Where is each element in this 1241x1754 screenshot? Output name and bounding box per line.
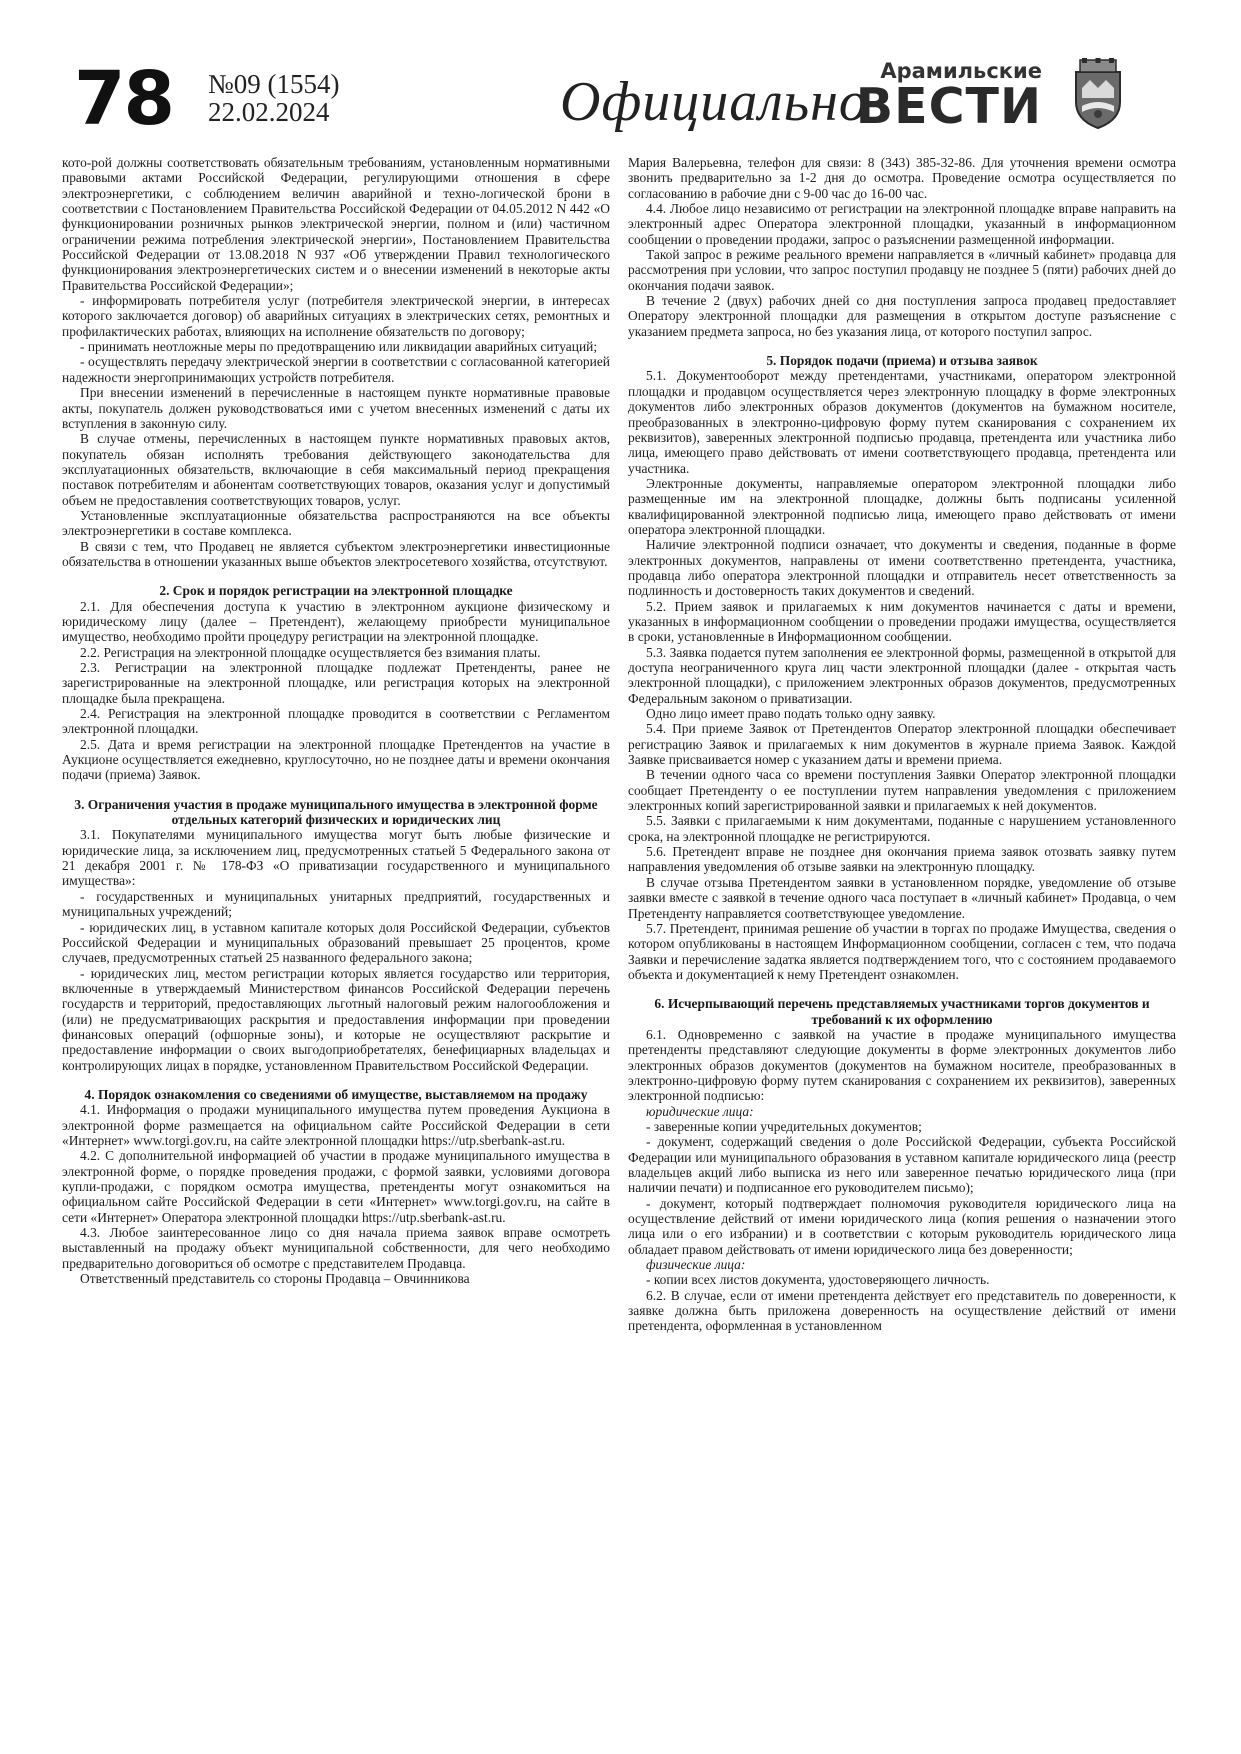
paragraph: При внесении изменений в перечисленные в настоящем пункте нормативные правовые акты, покупатель должен руководствоваться ими с учетом внесенных изменений с даты их вступления в законную силу.	[62, 385, 610, 431]
paragraph: 5.4. При приеме Заявок от Претендентов Оператор электронной площадки обеспечивает регистрацию Заявок и прилагаемых к ним документов в журнале приема Заявок. Каждой Заявке присваивается номер с указанием даты и времени приема.	[628, 721, 1176, 768]
paragraph: 5.6. Претендент вправе не позднее дня окончания приема заявок отозвать заявку путем направления уведомления об отзыве заявки на электронную площадку.	[628, 844, 1176, 875]
paragraph: 2.5. Дата и время регистрации на электронной площадке Претендентов на участие в Аукционе осуществляется ежедневно, круглосуточно, но не позднее даты и времени окончания подачи (приема) Заявок.	[62, 736, 610, 783]
issue-info	[208, 70, 340, 126]
issue-number: №09 (1554)	[208, 69, 340, 99]
paragraph: 4.1. Информация о продажи муниципального имущества путем проведения Аукциона в электронной форме размещается на официальном сайте Российской Федерации в сети «Интернет» www.torgi.gov.ru, на сайте электронной площадки https://utp.sberbank-ast.ru.	[62, 1102, 610, 1148]
paragraph: 2.1. Для обеспечения доступа к участию в электронном аукционе физическому и юридическому лицу (далее – Претендент), желающему приобрести муниципальное имущество, необходимо пройти процедуру регистрации на электронной площадке.	[62, 598, 610, 645]
issue-date: 22.02.2024	[208, 97, 330, 127]
newspaper-logo	[842, 59, 1042, 135]
logo-text-bottom: ВЕСТИ	[855, 78, 1042, 135]
paragraph: 5.5. Заявки с прилагаемыми к ним документами, поданные с нарушением установленного срока, на электронной площадке не регистрируются.	[628, 813, 1176, 844]
page-number: 78	[74, 56, 173, 142]
paragraph: - осуществлять передачу электрической энергии в соответствии с согласованной категорией надежности энергопринимающих устройств потребителя.	[62, 354, 610, 385]
paragraph: - копии всех листов документа, удостоверяющего личность.	[646, 1272, 990, 1288]
paragraph: - юридических лиц, в уставном капитале которых доля Российской Федерации, субъектов Российской Федерации и муниципальных образований превышает 25 процентов, кроме случаев, предусмотренных статьей 25 названного федерального закона;	[62, 919, 610, 966]
paragraph: В случае отмены, перечисленных в настоящем пункте нормативных правовых актов, покупатель обязан исполнять требования действующего законодательства для эксплуатационных обязательств, включающие в себя максимальный период прекращения поставок потребителям и абонентам соответствующих товаров, оказания услуг и допустимый объем не предоставления соответствующих товаров, услуг.	[62, 431, 610, 508]
paragraph: В случае отзыва Претендентом заявки в установленном порядке, уведомление об отзыве заявки вместе с заявкой в течение одного часа поступает в «личный кабинет» Продавца, о чем Претенденту направляется соответствующее уведомление.	[628, 874, 1176, 921]
text-column-right	[628, 155, 1176, 1735]
section-heading: 6. Исчерпывающий перечень представляемых участниками торгов документов и требований к их оформлению	[654, 996, 1150, 1027]
paragraph: 5.1. Документооборот между претендентами, участниками, оператором электронной площадки и продавцом осуществляется через электронную площадку в форме электронных документов либо электронных образов документов (документов на бумажном носителе, преобразованных в электронно-цифровую форму путем сканирования с сохранением их реквизитов), заверенных электронной подписью продавца, претендента или участника либо лица, имеющего право действовать от имени соответствующего продавца, претендента или участника.	[628, 368, 1176, 476]
section-heading: 3. Ограничения участия в продаже муниципального имущества в электронной форме отдельных категорий физических и юридических лиц	[74, 796, 598, 828]
paragraph: 5.2. Прием заявок и прилагаемых к ним документов начинается с даты и времени, указанных в информационном сообщении о проведении продажи имущества, осуществляется в сроки, установленные в Информационном сообщении.	[628, 598, 1176, 645]
paragraph: 3.1. Покупателями муниципального имущества могут быть любые физические и юридические лица, за исключением лиц, предусмотренных статьей 5 Федерального закона от 21 декабря 2001 г. № 178-ФЗ «О приватизации государственного и муниципального имущества»:	[62, 827, 610, 889]
paragraph: Установленные эксплуатационные обязательства распространяются на все объекты электроэнергетики в составе комплекса.	[62, 507, 610, 539]
paragraph: В течение 2 (двух) рабочих дней со дня поступления запроса продавец предоставляет Оператору электронной площадки для размещения в открытом доступе разъяснение с указанием предмета запроса, но без указания лица, от которого поступил запрос.	[628, 293, 1176, 339]
paragraph: Такой запрос в режиме реального времени направляется в «личный кабинет» продавца для рассмотрения при условии, что запрос поступил продавцу не позднее 5 (пяти) рабочих дней до окончания подачи заявок.	[628, 247, 1176, 293]
paragraph: 6.1. Одновременно с заявкой на участие в продаже муниципального имущества претенденты представляют следующие документы в форме электронных документов либо электронных образов документов (документов на бумажном носителе, преобразованных в электронно-цифровую форму путем сканирования с сохранением их реквизитов), заверенных электронной подписью:	[628, 1026, 1176, 1104]
paragraph: Мария Валерьевна, телефон для связи: 8 (343) 385-32-86. Для уточнения времени осмотра звонить предварительно за 1-2 дня до осмотра. Проведение осмотра осуществляется по согласованию в рабочие дни с 9-00 час до 16-00 час.	[628, 155, 1176, 201]
paragraph: - документ, который подтверждает полномочия руководителя юридического лица на осуществление действий от имени юридического лица (копия решения о назначении этого лица или о его избрании) и в соответствии с которым руководитель юридического лица обладает правом действовать от имени юридического лица без доверенности;	[628, 1195, 1176, 1257]
paragraph: - заверенные копии учредительных документов;	[646, 1118, 922, 1134]
paragraph: 4.4. Любое лицо независимо от регистрации на электронной площадке вправе направить на электронный адрес Оператора электронной площадки, указанный в информационном сообщении о проведении продажи, запрос о разъяснении размещенной информации.	[628, 201, 1176, 247]
paragraph: 6.2. В случае, если от имени претендента действует его представитель по доверенности, к заявке должна быть приложена доверенность на осуществление действий от имени претендента, оформленная в установленном	[628, 1287, 1176, 1334]
paragraph: - принимать неотложные меры по предотвращению или ликвидации аварийных ситуаций;	[80, 339, 598, 355]
section-heading: 5. Порядок подачи (приема) и отзыва заявок	[766, 353, 1038, 369]
paragraph: Одно лицо имеет право подать только одну заявку.	[646, 706, 936, 722]
paragraph: 2.4. Регистрация на электронной площадке проводится в соответствии с Регламентом электронной площадки.	[62, 706, 610, 737]
paragraph: юридические лица:	[646, 1103, 754, 1119]
section-title: Официально	[560, 71, 868, 133]
paragraph: 5.7. Претендент, принимая решение об участии в торгах по продаже Имущества, сведения о котором опубликованы в настоящем Информационном сообщении, согласен с тем, что подача Заявки и перечисление задатка является подтверждением того, что с состоянием продаваемого объекта и документацией к нему Претендент ознакомлен.	[628, 920, 1176, 982]
paragraph: 2.3. Регистрации на электронной площадке подлежат Претенденты, ранее не зарегистрированные на электронной площадке, или регистрация которых на электронной площадке была прекращена.	[62, 660, 610, 706]
paragraph: В связи с тем, что Продавец не является субъектом электроэнергетики инвестиционные обязательства в отношении указанных выше объектов электросетевого хозяйства, отсутствуют.	[62, 538, 610, 569]
paragraph: 4.3. Любое заинтересованное лицо со дня начала приема заявок вправе осмотреть выставленный на продажу объект муниципальной собственности, для чего необходимо предварительно договориться об осмотре с представителем Продавца.	[62, 1225, 610, 1271]
coat-of-arms-icon	[1068, 58, 1128, 130]
paragraph: 2.2. Регистрация на электронной площадке осуществляется без взимания платы.	[80, 644, 541, 660]
section-heading: 4. Порядок ознакомления со сведениями об имуществе, выставляемом на продажу	[84, 1086, 588, 1102]
paragraph: В течении одного часа со времени поступления Заявки Оператор электронной площадки сообщает Претенденту о ее поступлении путем направления уведомления с приложением электронных копий зарегистрированной заявки и прилагаемых к ней документов.	[628, 767, 1176, 814]
paragraph: - документ, содержащий сведения о доле Российской Федерации, субъекта Российской Федерации или муниципального образования в уставном капитале юридического лица (реестр владельцев акций либо выписка из него или заверенное печатью юридического лица (при наличии печати) и подписанное его руководителем письмо);	[628, 1134, 1176, 1196]
paragraph: кото-рой должны соответствовать обязательным требованиям, установленным нормативными правовыми актами Российской Федерации, регулирующими отношения в сфере электроэнергетики, с соблюдением величин аварийной и техно-логической брони в соответствии с Постановлением Правительства Российской Федерации от 04.05.2012 N 442 «О функционировании розничных рынков электрической энергии, полном и (или) частичном ограничении режима потребления электрической энергии», Постановлением Правительства Российской Федерации от 13.08.2018 N 937 «Об утверждении Правил технологического функционирования электроэнергетических систем и о внесении изменений в некоторые акты Правительства Российской Федерации»;	[62, 155, 610, 293]
paragraph: - информировать потребителя услуг (потребителя электрической энергии, в интересах которого заключается договор) об аварийных ситуациях в электрических сетях, ремонтных и профилактических работах, влияющих на исполнение обязательств по договору;	[62, 293, 610, 339]
paragraph: 5.3. Заявка подается путем заполнения ее электронной формы, размещенной в открытой для доступа неограниченного круга лиц части электронной площадки (далее - открытая часть электронной площадки), с приложением электронных образов документов, предусмотренных Федеральным законом о приватизации.	[628, 644, 1176, 706]
section-heading: 2. Срок и порядок регистрации на электронной площадке	[159, 583, 513, 599]
paragraph: Наличие электронной подписи означает, что документы и сведения, поданные в форме электронных документов, направлены от имени соответственно претендента, участника, продавца либо оператора электронной площадки и отправитель несет ответственность за подлинность и достоверность таких документов и сведений.	[628, 537, 1176, 599]
masthead	[62, 58, 1182, 148]
logo-text-top: Арамильские	[880, 59, 1042, 83]
paragraph: физические лица:	[646, 1257, 746, 1273]
paragraph: Электронные документы, направляемые оператором электронной площадки либо размещенные им на электронной площадке, должны быть подписаны усиленной квалифицированной электронной подписью лица, имеющего право действовать от имени оператора электронной площадки.	[628, 475, 1176, 537]
paragraph: 4.2. С дополнительной информацией об участии в продаже муниципального имущества в электронной форме, о порядке проведения продажи, с формой заявки, условиями договора купли-продажи, с порядком осмотра имущества, претенденты могут ознакомиться на официальном сайте Российской Федерации в сети «Интернет» www.torgi.gov.ru, на сайте в сети «Интернет» Оператора электронной площадки https://utp.sberbank-ast.ru.	[62, 1148, 610, 1225]
paragraph: - юридических лиц, местом регистрации которых является государство или территория, включенные в утверждаемый Министерством финансов Российской Федерации перечень государств и территорий, предоставляющих льготный налоговый режим налогообложения и (или) не предусматривающих раскрытия и предоставления информации при проведении финансовых операций (офшорные зоны), и которые не осуществляют раскрытие и предоставление информации о своих выгодоприобретателях, бенефициарных владельцах и контролирующих лицах в порядке, установленном Правительством Российской Федерации.	[62, 965, 610, 1073]
paragraph: - государственных и муниципальных унитарных предприятий, государственных и муниципальных учреждений;	[62, 888, 610, 920]
text-column-left	[62, 155, 610, 1735]
paragraph: Ответственный представитель со стороны Продавца – Овчинникова	[80, 1271, 470, 1287]
